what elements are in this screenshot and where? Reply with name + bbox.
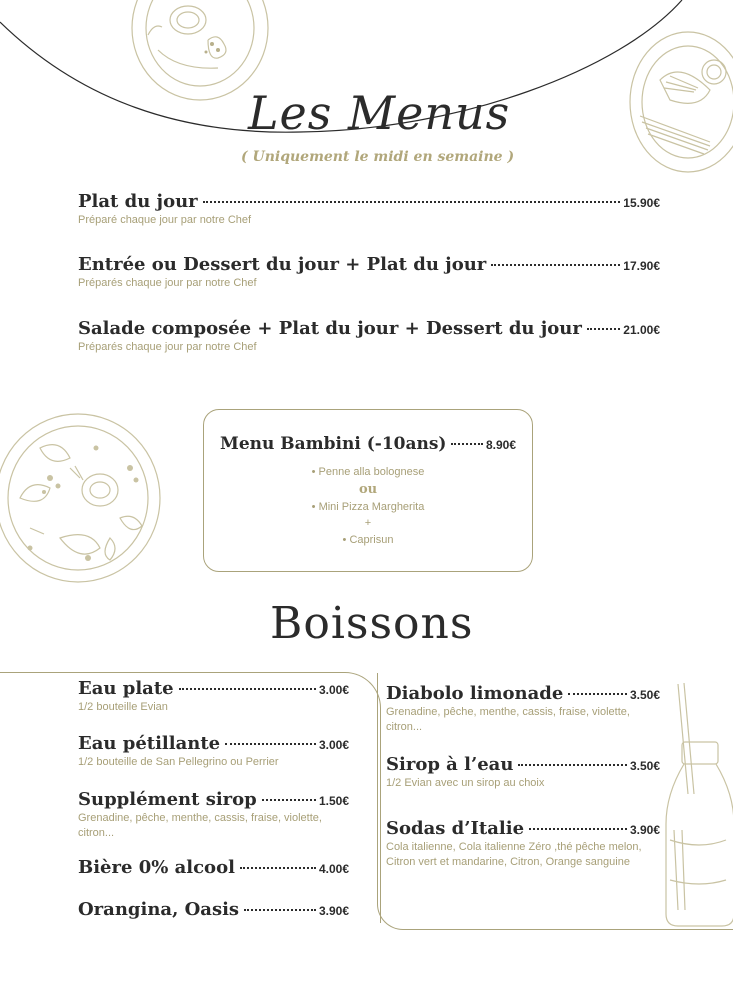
leader-dots (203, 201, 621, 203)
bambini-or: ou (358, 482, 378, 497)
drink-diabolo-limonade (386, 683, 660, 704)
bambini-drink-label: Caprisun (349, 534, 394, 546)
drink-desc: 1/2 bouteille de San Pellegrino ou Perrier (78, 756, 279, 768)
leader-dots (262, 799, 316, 801)
drink-name: Eau pétillante (78, 733, 221, 754)
menu-item-name: Plat du jour (78, 191, 198, 212)
drink-desc: 1/2 Evian avec un sirop au choix (386, 777, 545, 789)
drink-orangina-oasis (78, 899, 349, 920)
drink-sirop-a-leau (386, 754, 660, 775)
bambini-option-penne: • Penne alla bolognese (311, 466, 425, 478)
menus-title: Les Menus (248, 86, 511, 140)
bambini-plus: + (364, 517, 372, 529)
drink-name: Orangina, Oasis (78, 899, 240, 920)
menu-item-name: Entrée ou Dessert du jour + Plat du jour (78, 254, 487, 275)
drink-name: Sirop à l’eau (386, 754, 514, 775)
drink-name: Bière 0% alcool (78, 857, 235, 878)
menu-item-desc: Préparés chaque jour par notre Chef (78, 341, 257, 353)
menu-item-price: 15.90€ (623, 196, 660, 210)
drink-price: 3.00€ (318, 738, 349, 752)
leader-dots (587, 328, 620, 330)
drink-price: 3.50€ (629, 688, 660, 702)
leader-dots (491, 264, 620, 266)
drink-desc: Grenadine, pêche, menthe, cassis, fraise, violette, citron... (386, 706, 630, 733)
drink-sodas-italie (386, 818, 660, 839)
drink-price: 3.50€ (629, 759, 660, 773)
drink-name: Eau plate (78, 678, 174, 699)
fish-plate-illustration (626, 30, 733, 180)
leader-dots (568, 693, 627, 695)
bambini-option-label: Mini Pizza Margherita (318, 501, 425, 513)
leader-dots (518, 764, 627, 766)
drink-price: 3.00€ (318, 683, 349, 697)
bambini-option-pizza: • Mini Pizza Margherita (311, 501, 425, 513)
drink-price: 4.00€ (318, 862, 349, 876)
drink-desc: 1/2 bouteille Evian (78, 701, 168, 713)
drink-desc: Cola italienne, Cola italienne Zéro ,thé pêche melon, Citron vert et mandarine, Citron, Orange sanguine (386, 841, 642, 868)
menu-item-plat-du-jour (78, 191, 660, 212)
menu-item-desc: Préparé chaque jour par notre Chef (78, 214, 252, 226)
bambini-menu-box (203, 409, 533, 572)
leader-dots (244, 909, 316, 911)
menu-item-price: 21.00€ (623, 323, 660, 337)
drink-biere-0 (78, 857, 349, 878)
bambini-option-label: Penne alla bolognese (318, 466, 425, 478)
leader-dots (529, 828, 627, 830)
drink-price: 1.50€ (318, 794, 349, 808)
drink-name: Sodas d’Italie (386, 818, 525, 839)
menus-subtitle: ( Uniquement le midi en semaine ) (241, 149, 515, 165)
bambini-price: 8.90€ (485, 438, 516, 452)
drink-price: 3.90€ (629, 823, 660, 837)
drink-eau-plate (78, 678, 349, 699)
menu-item-salade-plat-dessert (78, 318, 660, 339)
menu-item-entree-plat (78, 254, 660, 275)
drink-name: Diabolo limonade (386, 683, 564, 704)
leader-dots (225, 743, 316, 745)
leader-dots (240, 867, 316, 869)
drink-name: Supplément sirop (78, 789, 257, 810)
menu-item-price: 17.90€ (623, 259, 660, 273)
menu-item-desc: Préparés chaque jour par notre Chef (78, 277, 257, 289)
bambini-drink: • Caprisun (342, 534, 394, 546)
salad-bowl-illustration (0, 408, 165, 588)
menu-item-name: Salade composée + Plat du jour + Dessert du jour (78, 318, 582, 339)
leader-dots (179, 688, 316, 690)
drink-supplement-sirop (78, 789, 349, 810)
bambini-title-row (220, 434, 516, 454)
bambini-title: Menu Bambini (-10ans) (220, 434, 447, 454)
leader-dots (451, 443, 482, 445)
drink-desc: Grenadine, pêche, menthe, cassis, fraise, violette, citron... (78, 812, 322, 839)
drink-price: 3.90€ (318, 904, 349, 918)
boissons-title: Boissons (270, 598, 474, 649)
drink-eau-petillante (78, 733, 349, 754)
